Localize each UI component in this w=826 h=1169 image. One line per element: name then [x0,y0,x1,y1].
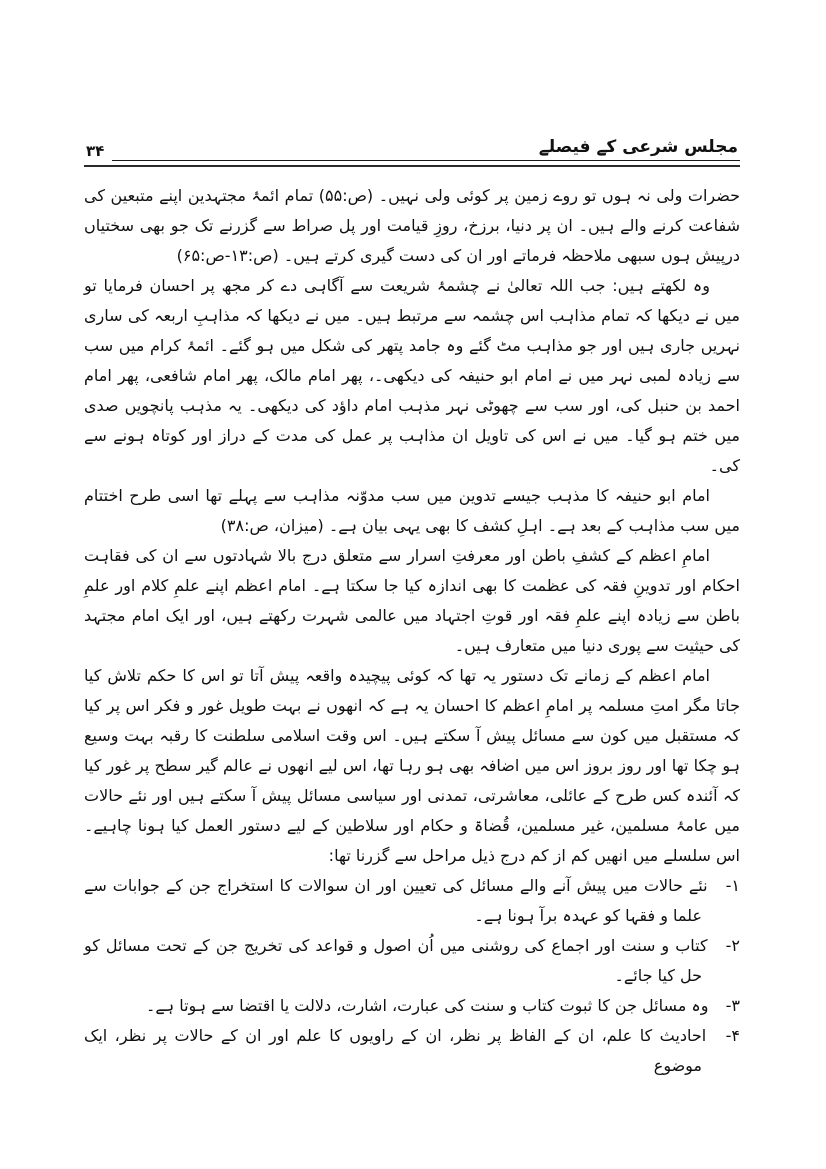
list-item-2 [84,931,740,991]
list-text-2: کتاب و سنت اور اجماع کی روشنی میں اُن اصول و قواعد کی تخریج جن کے تحت مسائل کو حل کیا جائے۔ [84,936,708,985]
paragraph-5: امام اعظم کے زمانے تک دستور یہ تھا کہ کوئی پیچیدہ واقعہ پیش آتا تو اس کا حکم تلاش کیا جاتا مگر امتِ مسلمہ پر امامِ اعظم کا احسان یہ ہے کہ انھوں نے بہت طویل غور و فکر اس پر کیا کہ مستقبل میں کون سے مسائل پیش آ سکتے ہیں۔ اس وقت اسلامی سلطنت کا رقبہ بہت وسیع ہو چکا تھا اور روز بروز اس میں اضافہ بھی ہو رہا تھا، اس لیے انھوں نے عالم گیر سطح پر غور کیا کہ آئندہ کس طرح کے عائلی، معاشرتی، تمدنی اور سیاسی مسائل پیش آ سکتے ہیں اور نئے حالات میں عامۂ مسلمین، غیر مسلمین، قُضاۃ و حکام اور سلاطین کے لیے دستور العمل کیا ہونا چاہیے۔ اس سلسلے میں انھیں کم از کم درج ذیل مراحل سے گزرنا تھا: [84,666,740,865]
page-header [84,136,740,161]
page-header-title: مجلس شرعی کے فیصلے [533,136,740,161]
paragraph-3: امام ابو حنیفہ کا مذہب جیسے تدوین میں سب مدوّنہ مذاہب سے پہلے تھا اسی طرح اختتام میں سب مذاہب کے بعد ہے۔ اہلِ کشف کا بھی یہی بیان ہے۔ (میزان، ص:۳۸) [84,486,740,535]
page-body [84,181,740,1081]
list-item-4 [84,1021,740,1081]
list-marker-4: ۴- [725,1026,740,1045]
list-text-4: احادیث کا علم، ان کے الفاظ پر نظر، ان کے راویوں کا علم اور ان کے حالات پر نظر، ایک موضوع [84,1026,707,1075]
list-text-3: وہ مسائل جن کا ثبوت کتاب و سنت کی عبارت، اشارت، دلالت یا اقتضا سے ہوتا ہے۔ [145,996,709,1015]
list-marker-2: ۲- [725,936,740,955]
page-content [84,136,740,1081]
header-divider [84,165,740,167]
header-rule [112,159,533,161]
list-marker-3: ۳- [725,996,740,1015]
list-marker-1: ۱- [725,876,740,895]
list-text-1: نئے حالات میں پیش آنے والے مسائل کی تعیین اور ان سوالات کا استخراج جن کے جوابات سے علما و فقہا کو عہدہ برآ ہونا ہے۔ [84,876,708,925]
paragraph-1: حضرات ولی نہ ہوں تو روے زمین پر کوئی ولی نہیں۔ (ص:۵۵) تمام ائمۂ مجتہدین اپنے متبعین کی شفاعت کرنے والے ہیں۔ ان پر دنیا، برزخ، روزِ قیامت اور پل صراط سے گزرنے تک جو بھی سختیاں درپیش ہوں سبھی ملاحظہ فرماتے اور ان کی دست گیری کرتے ہیں۔ (ص:۱۳-ص:۶۵) [84,186,740,265]
paragraph-2: وہ لکھتے ہیں: جب اللہ تعالیٰ نے چشمۂ شریعت سے آگاہی دے کر مجھ پر احسان فرمایا تو میں نے دیکھا کہ تمام مذاہب اس چشمہ سے مرتبط ہیں۔ میں نے دیکھا کہ مذاہبِ اربعہ کی ساری نہریں جاری ہیں اور جو مذاہب مٹ گئے وہ جامد پتھر کی شکل میں ہو گئے۔ ائمۂ کرام میں سب سے زیادہ لمبی نہر میں نے امام ابو حنیفہ کی دیکھی۔، پھر امام مالک، پھر امام شافعی، پھر امام احمد بن حنبل کی، اور سب سے چھوٹی نہر مذہب امام داؤد کی دیکھی۔ یہ مذہب پانچویں صدی میں ختم ہو گیا۔ میں نے اس کی تاویل ان مذاہب پر عمل کی مدت کے دراز اور کوتاہ ہونے سے کی۔ [84,276,740,475]
list-item-3 [84,991,740,1021]
list-item-1 [84,871,740,931]
page-number: ۳۴ [86,142,105,160]
paragraph-4: امامِ اعظم کے کشفِ باطن اور معرفتِ اسرار سے متعلق درج بالا شہادتوں سے ان کی فقاہت احکام اور تدوینِ فقہ کی عظمت کا بھی اندازہ کیا جا سکتا ہے۔ امام اعظم اپنے علمِ کلام اور علمِ باطن سے زیادہ اپنے علمِ فقہ اور قوتِ اجتہاد میں عالمی شہرت رکھتے ہیں، اور ایک امام مجتہد کی حیثیت سے پوری دنیا میں متعارف ہیں۔ [84,546,740,655]
